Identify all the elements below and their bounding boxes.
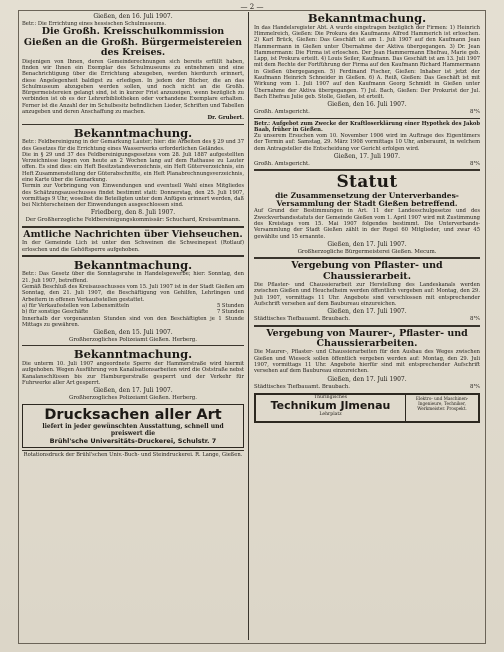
time-value: 7 Stunden (216, 309, 244, 316)
time-value: 5 Stunden (216, 302, 244, 309)
price-tag: 8ᴹ⁄₅ (470, 160, 480, 167)
notice-signature: Großh. Amtsgericht. (254, 109, 310, 116)
notice-aufgebot (254, 121, 480, 168)
notice-body: Diejenigen von Ihnen, deren Gemeinderechnungen sich bereits erfüllt haben, finden wir Ihnen ein Exemplar des Schulmuseums zu entnehmen und eine Benachrichtigung über die Errichtung abzugeben, werden hierdurch erinnert, diese Angelegenheit baldigst zu erledigen. In jedem der Bücher, die an das Schulmuseum abzugeben werden sollen, und noch nicht an die Großh. Bürgermeistereien gelangt sind, ist in kurzer Frist anzuzeigen, wenn bezüglich zu verbinden ist ob es der Lehrerbibliotheken oder vorhandene Exemplare erhalten. Ferner ist die Anzahl der im Schulbesitz befindlichen Lieder, Schriften und Tabellen anzugeben und deren Anschaffung zu machen. (22, 58, 244, 115)
dateline: Gießen, 17. Juli 1907. (333, 152, 401, 160)
notice-signature: Großherzogliche Bürgermeisterei Gießen. Mecum. (297, 248, 437, 255)
ad-headline: Drucksachen aller Art (44, 406, 222, 423)
notice-maurerarbeit (254, 329, 480, 390)
dateline: Gießen, den 17. Juli 1907. (327, 308, 407, 316)
right-column (254, 12, 480, 640)
notice-heading: Bekanntmachung. (73, 125, 193, 140)
notice-body: Zu unserem Ersuchen vom 10. November 1906 wird im Auftrage des Eigentümers der Termin auf: Samstag, 29. März 1908 vormittags 10 Uhr, anberaumt, in welchem dem Antragsteller die Entscheidung vor Gericht erfolgen wird. (254, 133, 480, 152)
ad-details: Elektro- und Maschinen-Ingenieure, Techniker, Werkmeister. Prospekt. (415, 395, 469, 411)
notice-heading: Die Großh. Kreisschulkommission Gießen an die Großh. Bürgermeistereien des Kreises. (23, 26, 243, 59)
notice-body: In das Handelsregister Abt. A wurde eingetragen bezüglich der Firmen: 1) Heinrich Himmelreich, Gießen: Die Prokura des Kaufmanns Alfred Hammerich ist erloschen. 2) Karl Brück, Gießen: Das Geschäft ist am 1. Juli 1907 auf den Kaufmann Jean Hammermann in Gießen unter Übernahme der Aktiva übergegangen. 3) Dr. Jean Hammermann: Die Firma ist erloschen. Der Jean Hammermann Ehefrau, Marie geb. Lapp, ist Prokura erteilt. 4) Louis Seiler, Kaufmann. Das Geschäft ist am 13. Juli 1907 mit dem Rechte der Fortführung der Firma auf den Kaufmann Richard Hammermann in Gießen übergegangen. 5) Ferdinand Fischer, Gießen: Inhaber ist jetzt der Kaufmann Heinrich Schneider in Gießen. 6) A. Reiß, Gießen: Das Geschäft ist mit Wirkung vom 1. Juli 1907 auf den Kaufmann Georg Schmidt in Gießen unter Übernahme der Aktiva übergegangen. 7) Jul. Bach, Gießen: Der Prokurist der Jul. Bach Ehefrau Julie geb. Stolle, Gießen, ist erteilt. (254, 24, 480, 100)
dateline: Gießen, den 17. Juli 1907. (93, 387, 173, 395)
notice-ref: Betr.: Aufgebot zum Zwecke der Kraftloserklärung einer Hypothek des Jakob Baab, früher in Gießen. (254, 120, 480, 133)
notice-heading: Statut (336, 172, 398, 193)
notice-heading: Bekanntmachung. (307, 12, 427, 25)
dateline: Gießen, den 15. Juli 1907. (93, 329, 173, 337)
ad-main (256, 395, 406, 421)
price-tag: 8ᴹ⁄₅ (470, 383, 480, 390)
left-column (22, 12, 244, 640)
notice-signature: Großherzogliches Polizeiamt Gießen. Herberg. (69, 337, 197, 344)
notice-viehseuchen (22, 230, 244, 253)
notice-heading: Bekanntmachung. (73, 347, 193, 362)
notice-body: Auf Grund der Bestimmungen in Art. 11 der Landesschulgesetze und des Zweckverbandsstatuts der Gemeinde Gießen vom 1. April 1907 wird mit Zustimmung des Kreistags vom 15. Mai 1907 folgendes bestimmt. Die Unterverbands-Versammlung der Stadt Gießen zählt in der Regel 60 Mitglieder, und zwar 45 gewählte und 15 ernannte. (254, 208, 480, 240)
divider (254, 257, 480, 259)
notice-statut (254, 173, 480, 255)
notice-signature: Großherzogliches Polizeiamt Gießen. Herberg. (69, 395, 197, 402)
notice-heading: Vergebung von Maurer-, Pflaster- und Chaussierarbeiten. (266, 327, 468, 350)
notice-heading: Amtliche Nachrichten über Viehseuchen. (23, 228, 243, 240)
divider (22, 124, 244, 125)
notice-body: Die Pflaster- und Chaussierarbeit zur Herstellung des Landeskanals werden zwischen Gießen und Heuchelheim werden öffentlich vergeben auf: Montag, den 29. Juli 1907, vormittags 11 Uhr. Angebote sind verschlossen mit entsprechender Aufschrift versehen auf dem Baubureau einzureichen. (254, 282, 480, 308)
notice-signature: Städtisches Tiefbauamt. Braubach. (254, 316, 350, 323)
page-number: — 2 — (240, 3, 264, 11)
dateline: Gießen, den 16. Juli 1907. (93, 13, 173, 20)
notice-pflasterarbeit (254, 261, 480, 322)
ad-top-line: Thüringisches (314, 394, 347, 400)
notice-schulmuseum (22, 13, 244, 122)
notice-ref: Betr.: Die Errichtung eines hessischen Schulmuseums. (22, 21, 167, 27)
time-label: b) für sonstige Geschäfte (22, 309, 89, 316)
column-rule (248, 12, 249, 640)
signature-row (254, 316, 480, 322)
price-tag: 8ᴹ⁄₅ (470, 109, 480, 116)
dateline: Gießen, den 17. Juli 1907. (327, 240, 407, 248)
notice-termin: Termin zur Vorbringung von Einwendungen und eventuell Wahl eines Mitgliedes des Schätzungsausschusses findet bestimmt statt: Donnerstag, den 25. Juli 1907, vormittags 9 Uhr, woselbst die Beteiligten unter dem Anfügen erinnert werden, daß bei Nichterscheinen der Einwendungen ausgeschlossen sind. (22, 183, 244, 209)
time-label: a) für Verkaufsstellen von Lebensmitteln (22, 302, 130, 309)
dateline: Gießen, den 17. Juli 1907. (327, 375, 407, 383)
notice-feldbereinigung (22, 127, 244, 224)
ad-bottom-line: Lehrplatz (319, 411, 342, 417)
notice-body: Gemäß Beschluß des Kreisausschusses vom 15. Juli 1907 ist in der Stadt Gießen am Sonntag, den 21. Juli 1907, die Beschäftigung von Gehilfen, Lehrlingen und Arbeitern in offenen Verkaufsstellen gestattet. (22, 284, 244, 303)
signature-row (254, 109, 480, 115)
divider (254, 169, 480, 171)
dateline: Gießen, den 16. Juli 1907. (327, 101, 407, 109)
ad-footer: Brühl'sche Universitäts-Druckerei, Schulstr. 7 (49, 436, 217, 445)
divider (22, 345, 244, 346)
signature-row (254, 161, 480, 167)
divider (22, 255, 244, 257)
notice-strassensperre (22, 348, 244, 401)
notice-body: Die Maurer-, Pflaster- und Chaussierarbeiten für den Ausbau des Weges zwischen Gießen und Wieseck sollen öffentlich vergeben werden auf: Montag, den 29. Juli 1907, vormittags 11 Uhr. Angebote hierfür sind mit entsprechender Aufschrift versehen auf dem Baubureau einzureichen. (254, 349, 480, 375)
notice-signature: Großh. Amtsgericht. (254, 160, 310, 167)
notice-sonntagsruhe (22, 259, 244, 344)
notice-heading: Bekanntmachung. (73, 257, 193, 272)
divider (22, 226, 244, 228)
notice-closing: Innerhalb der vorgenannten Stunden sind von den Beschäftigten je 1 Stunde Mittags zu gewähren. (22, 315, 244, 328)
technikum-ad (254, 393, 480, 423)
notice-body: Die unterm 10. Juli 1907 angeordnete Sperre der Hammerstraße wird hiermit aufgehoben. Wegen Ausführung von Kanalisationsarbeiten wird die Oststraße nebst Kanalanschlüssen bis zur Hamburgerstraße gesperrt und der Verkehr für Fuhrwerke aller Art gesperrt. (22, 361, 244, 386)
notice-subheading: die Zusammensetzung der Unterverbandes-Versammlung der Stadt Gießen betreffend. (275, 190, 459, 209)
ad-subtext: liefert in jeder gewünschten Ausstattung, schnell und preiswert die (42, 422, 224, 437)
notice-signature: Dr. Grubert. (207, 115, 244, 122)
divider (254, 118, 480, 119)
dateline: Friedberg, den 8. Juli 1907. (90, 209, 176, 217)
notice-ref: Betr.: Feldbereinigung in der Gemarkung Lauter; hier: die Arbeiten des § 29 und 37 des Gesetzes für die Errichtung eines Wasserwerks erforderlichen Geländes. (22, 139, 244, 152)
notice-body: Die in § 29 und 37 des Feldbereinigungsgesetzes vom 28. Juli 1887 aufgestellten Verzeichnisse liegen von heute an 2 Wochen lang auf dem Rathause zu Lauter offen. Es sind dies: ein Heft Besitzstandsverzeichnis, ein Heft Güterverzeichnis, ein Heft Zusammenstellung der Güterabschnitte, ein Heft Planabrechnungsverzeichnis, eine Karte über die Gemarkung. (22, 151, 244, 183)
notice-signature: Der Großherzogliche Feldbereinigungskommissär: Schuchard, Kreisamtmann. (25, 217, 241, 224)
notice-ref: Betr.: Das Gesetz über die Sonntagsruhe in Handelsgewerbe; hier: Sonntag, den 21. Juli 1907, betreffend. (22, 271, 244, 284)
price-tag: 8ᴹ⁄₅ (470, 316, 480, 323)
notice-heading: Vergebung von Pflaster- und Chaussierarbeit. (291, 260, 443, 282)
notice-handelsregister (254, 12, 480, 116)
imprint: Rotationsdruck der Brühl'schen Univ.-Buch- und Steindruckerei. R. Lange, Gießen. (23, 451, 243, 458)
divider (254, 325, 480, 327)
signature-row (254, 384, 480, 390)
drucksachen-ad (22, 404, 244, 448)
notice-signature: Städtisches Tiefbauamt. Braubach. (254, 383, 350, 390)
ad-name: Technikum Jlmenau (270, 398, 391, 412)
notice-body: In der Gemeinde Lich ist unter den Schweinen die Schweinepest (Rotlauf) erloschen und die Gehöftsperre aufgehoben. (22, 240, 244, 253)
